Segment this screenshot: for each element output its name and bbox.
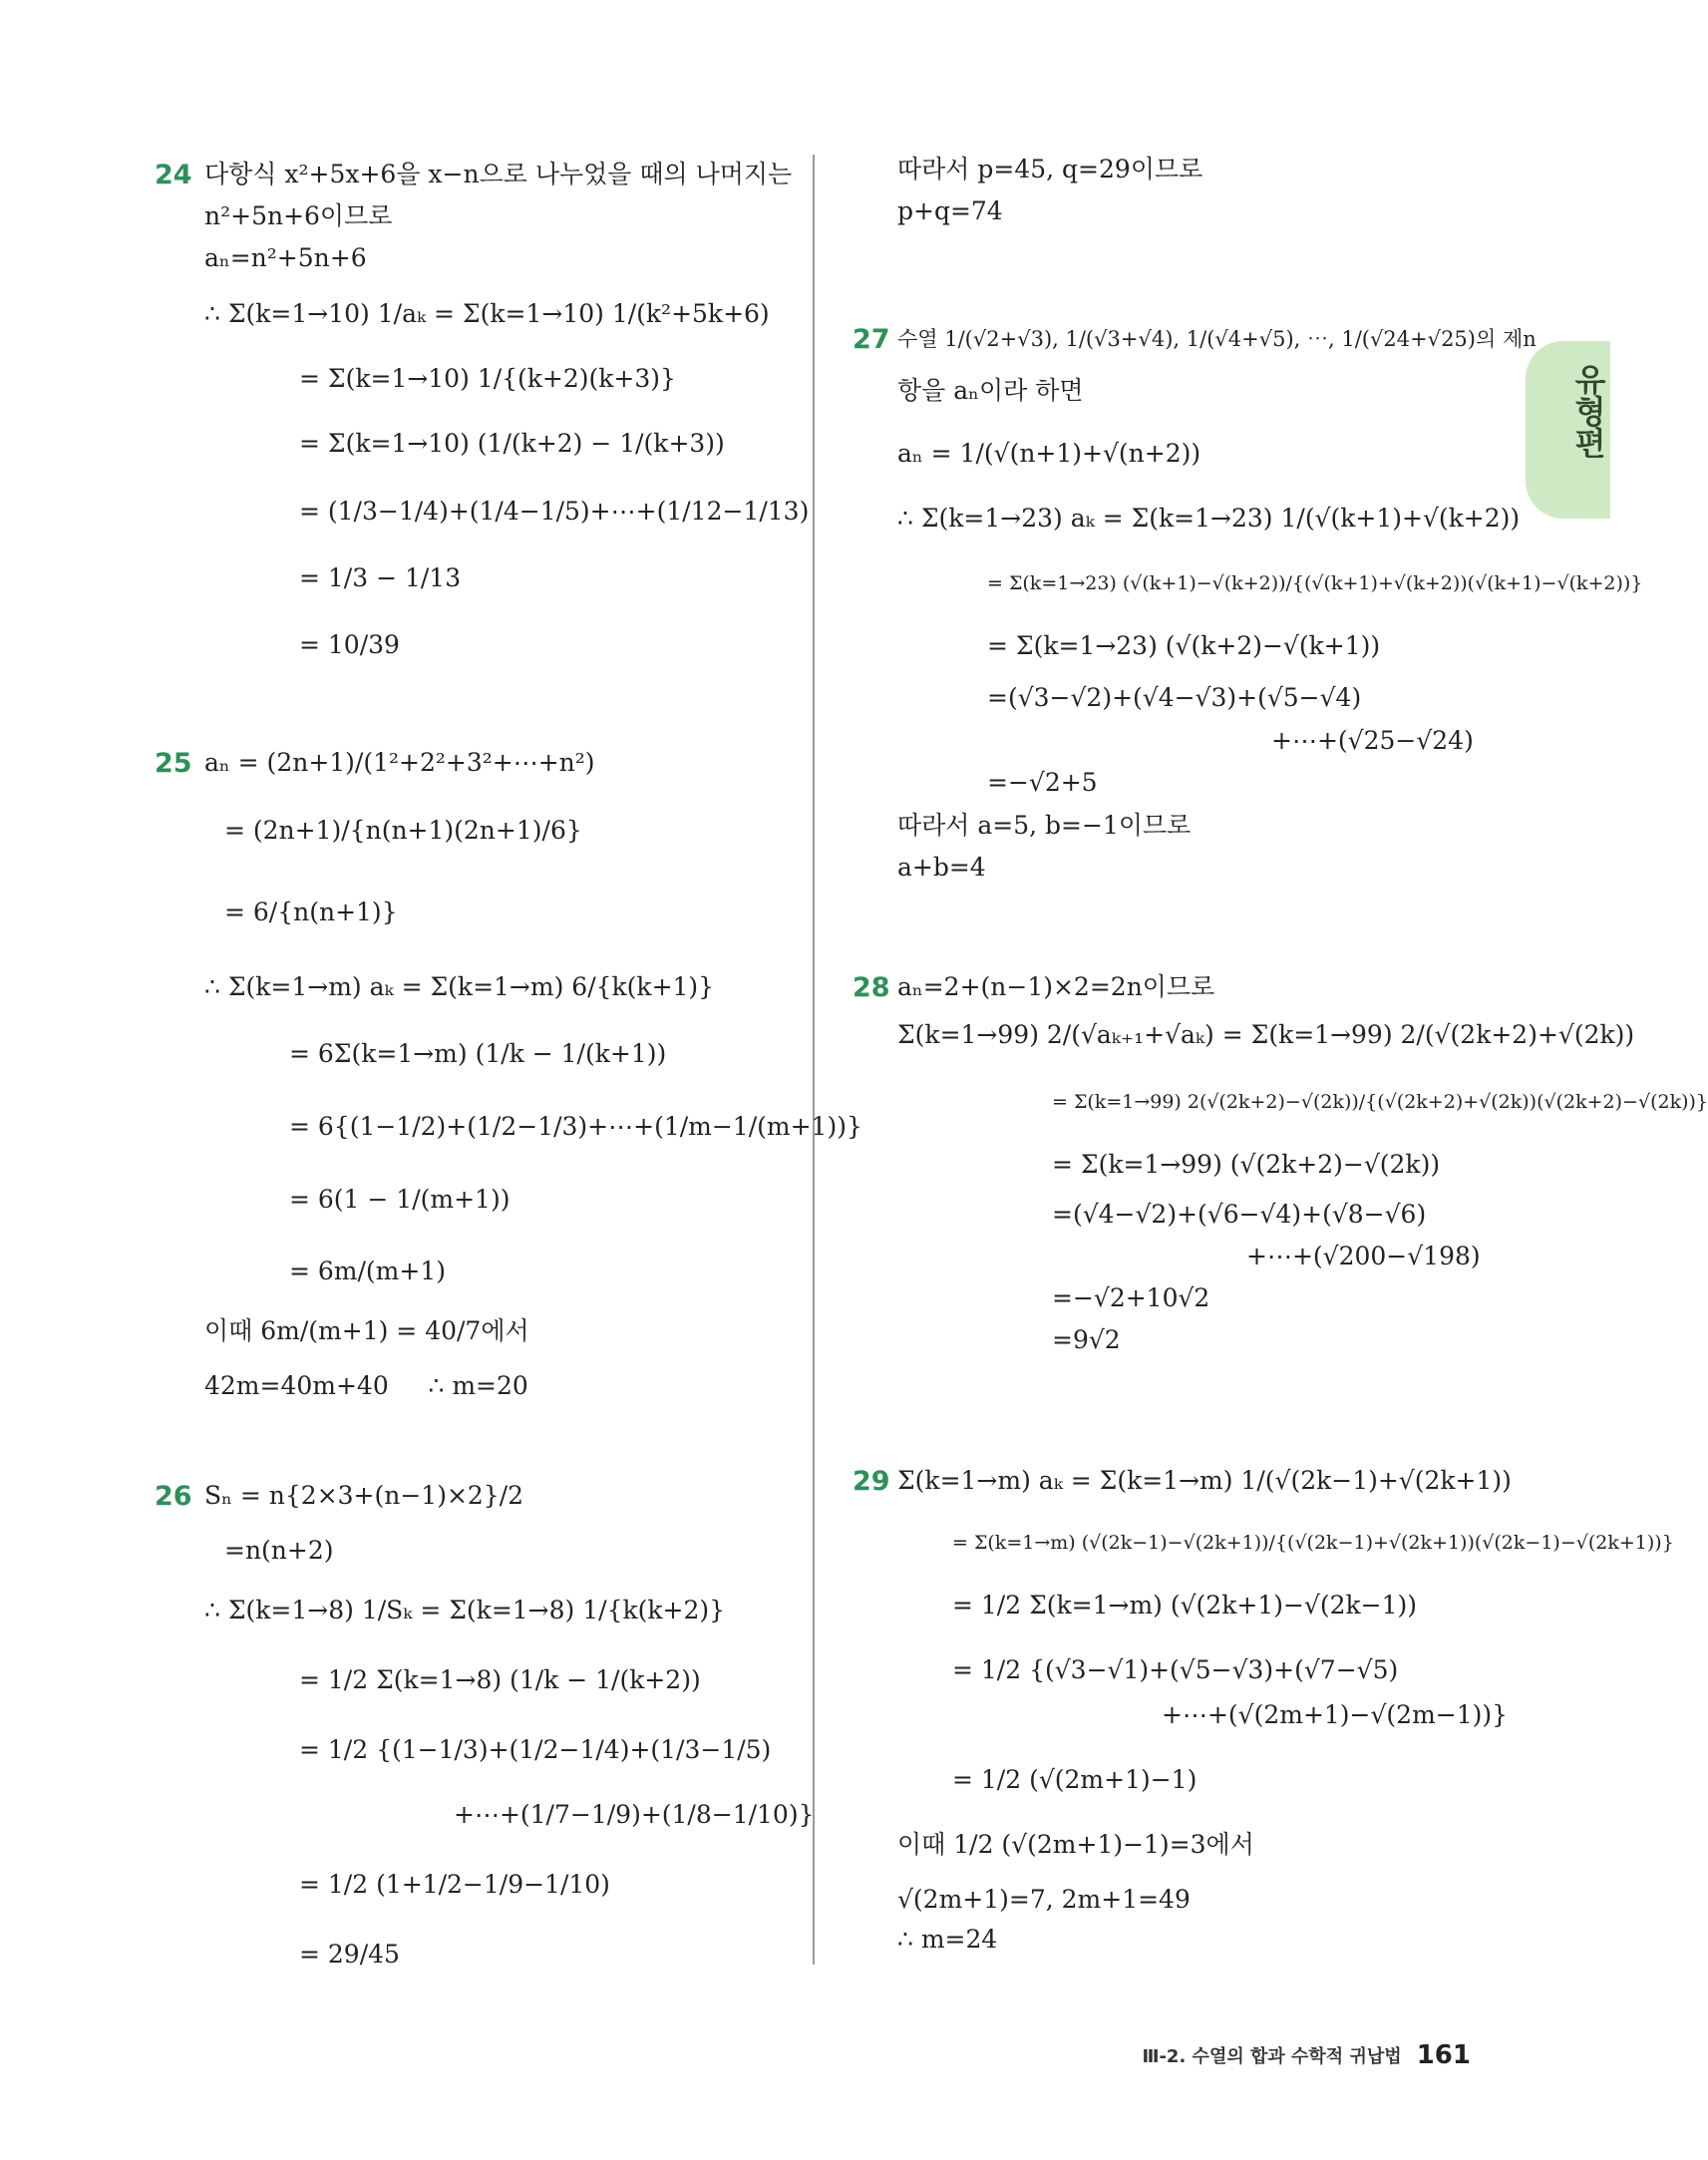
solution-line: = 1/2 (√(2m+1)−1): [952, 1765, 1197, 1794]
solution-line: = Σ(k=1→99) 2(√(2k+2)−√(2k))/{(√(2k+2)+√(2k))(√(2k+2)−√(2k))}: [1052, 1091, 1708, 1113]
solution-line: 항을 aₙ이라 하면: [897, 376, 1084, 405]
solution-line: a+b=4: [897, 853, 986, 882]
solution-line: 수열 1/(√2+√3), 1/(√3+√4), 1/(√4+√5), ⋯, 1/(√24+√25)의 제n: [897, 327, 1537, 351]
solution-line: Σ(k=1→99) 2/(√aₖ₊₁+√aₖ) = Σ(k=1→99) 2/(√(2k+2)+√(2k)): [897, 1020, 1635, 1049]
solution-line: aₙ=2+(n−1)×2=2n이므로: [897, 972, 1215, 1001]
solution-line: Σ(k=1→m) aₖ = Σ(k=1→m) 1/(√(2k−1)+√(2k+1)): [897, 1466, 1512, 1495]
solution-line: = Σ(k=1→99) (√(2k+2)−√(2k)): [1052, 1150, 1441, 1179]
solution-line: 이때 6m/(m+1) = 40/7에서: [204, 1316, 529, 1345]
solution-line: aₙ = (2n+1)/(1²+2²+3²+⋯+n²): [204, 748, 595, 777]
solution-line: = 1/2 Σ(k=1→m) (√(2k+1)−√(2k−1)): [952, 1591, 1418, 1620]
solution-line: = 6m/(m+1): [289, 1257, 446, 1285]
solution-line: = (2n+1)/{n(n+1)(2n+1)/6}: [224, 816, 582, 845]
solution-line: = 1/3 − 1/13: [299, 563, 462, 592]
solution-line: =9√2: [1052, 1325, 1121, 1354]
solution-line: ∴ m=24: [897, 1925, 998, 1954]
side-tab: [1526, 341, 1610, 519]
column-divider: [813, 155, 815, 1965]
problem-number: 24: [155, 160, 192, 190]
side-tab-label: 유형편: [1569, 363, 1607, 459]
solution-line: Sₙ = n{2×3+(n−1)×2}/2: [204, 1481, 524, 1510]
solution-line: ∴ Σ(k=1→m) aₖ = Σ(k=1→m) 6/{k(k+1)}: [204, 972, 715, 1001]
solution-line: n²+5n+6이므로: [204, 201, 393, 230]
solution-line: +⋯+(√(2m+1)−√(2m−1))}: [1162, 1700, 1509, 1729]
solution-line: = Σ(k=1→10) (1/(k+2) − 1/(k+3)): [299, 429, 725, 458]
solution-line: = Σ(k=1→23) (√(k+2)−√(k+1)): [987, 631, 1381, 660]
page-number: 161: [1416, 2040, 1471, 2070]
solution-line: =(√3−√2)+(√4−√3)+(√5−√4): [987, 683, 1362, 712]
solution-line: aₙ=n²+5n+6: [204, 243, 367, 272]
solution-line: 42m=40m+40 ∴ m=20: [204, 1371, 528, 1400]
solution-line: =n(n+2): [224, 1536, 334, 1565]
solution-line: +⋯+(√200−√198): [1246, 1242, 1481, 1270]
solution-line: = Σ(k=1→10) 1/{(k+2)(k+3)}: [299, 364, 676, 393]
solution-line: = 1/2 {(√3−√1)+(√5−√3)+(√7−√5): [952, 1655, 1399, 1684]
solution-line: 이때 1/2 (√(2m+1)−1)=3에서: [897, 1830, 1254, 1859]
problem-number: 26: [155, 1481, 192, 1512]
solution-line: +⋯+(1/7−1/9)+(1/8−1/10)}: [454, 1800, 815, 1829]
solution-line: = 6(1 − 1/(m+1)): [289, 1185, 511, 1214]
solution-line: 따라서 p=45, q=29이므로: [897, 155, 1203, 183]
solution-line: = 10/39: [299, 630, 400, 659]
page-footer: [1142, 2040, 1471, 2070]
solution-line: = 1/2 Σ(k=1→8) (1/k − 1/(k+2)): [299, 1665, 701, 1694]
solution-line: =−√2+5: [987, 768, 1098, 797]
solution-line: = 1/2 {(1−1/3)+(1/2−1/4)+(1/3−1/5): [299, 1735, 772, 1764]
solution-line: = 1/2 (1+1/2−1/9−1/10): [299, 1870, 610, 1899]
solution-line: √(2m+1)=7, 2m+1=49: [897, 1885, 1191, 1914]
solution-line: aₙ = 1/(√(n+1)+√(n+2)): [897, 439, 1201, 468]
solution-line: 다항식 x²+5x+6을 x−n으로 나누었을 때의 나머지는: [204, 160, 793, 188]
problem-number: 27: [853, 324, 890, 355]
problem-number: 29: [853, 1466, 890, 1497]
solution-line: ∴ Σ(k=1→8) 1/Sₖ = Σ(k=1→8) 1/{k(k+2)}: [204, 1596, 726, 1624]
solution-line: p+q=74: [897, 196, 1003, 225]
solution-line: ∴ Σ(k=1→10) 1/aₖ = Σ(k=1→10) 1/(k²+5k+6): [204, 299, 770, 328]
chapter-title: Ⅲ-2. 수열의 합과 수학적 귀납법: [1142, 2046, 1402, 2067]
problem-number: 25: [155, 748, 192, 779]
solution-line: +⋯+(√25−√24): [1271, 726, 1474, 755]
problem-number: 28: [853, 972, 890, 1003]
solution-line: =(√4−√2)+(√6−√4)+(√8−√6): [1052, 1200, 1427, 1229]
solution-line: = 6Σ(k=1→m) (1/k − 1/(k+1)): [289, 1039, 667, 1068]
solution-line: =−√2+10√2: [1052, 1283, 1210, 1312]
solution-line: = 29/45: [299, 1940, 400, 1969]
solution-line: = 6{(1−1/2)+(1/2−1/3)+⋯+(1/m−1/(m+1))}: [289, 1112, 862, 1141]
solution-line: = Σ(k=1→m) (√(2k−1)−√(2k+1))/{(√(2k−1)+√(2k+1))(√(2k−1)−√(2k+1))}: [952, 1532, 1674, 1554]
solution-line: 따라서 a=5, b=−1이므로: [897, 811, 1192, 840]
solution-line: = Σ(k=1→23) (√(k+1)−√(k+2))/{(√(k+1)+√(k+2))(√(k+1)−√(k+2))}: [987, 572, 1643, 594]
solution-line: = 6/{n(n+1)}: [224, 898, 398, 926]
solution-line: ∴ Σ(k=1→23) aₖ = Σ(k=1→23) 1/(√(k+1)+√(k+2)): [897, 504, 1521, 533]
solution-line: = (1/3−1/4)+(1/4−1/5)+⋯+(1/12−1/13): [299, 497, 810, 526]
